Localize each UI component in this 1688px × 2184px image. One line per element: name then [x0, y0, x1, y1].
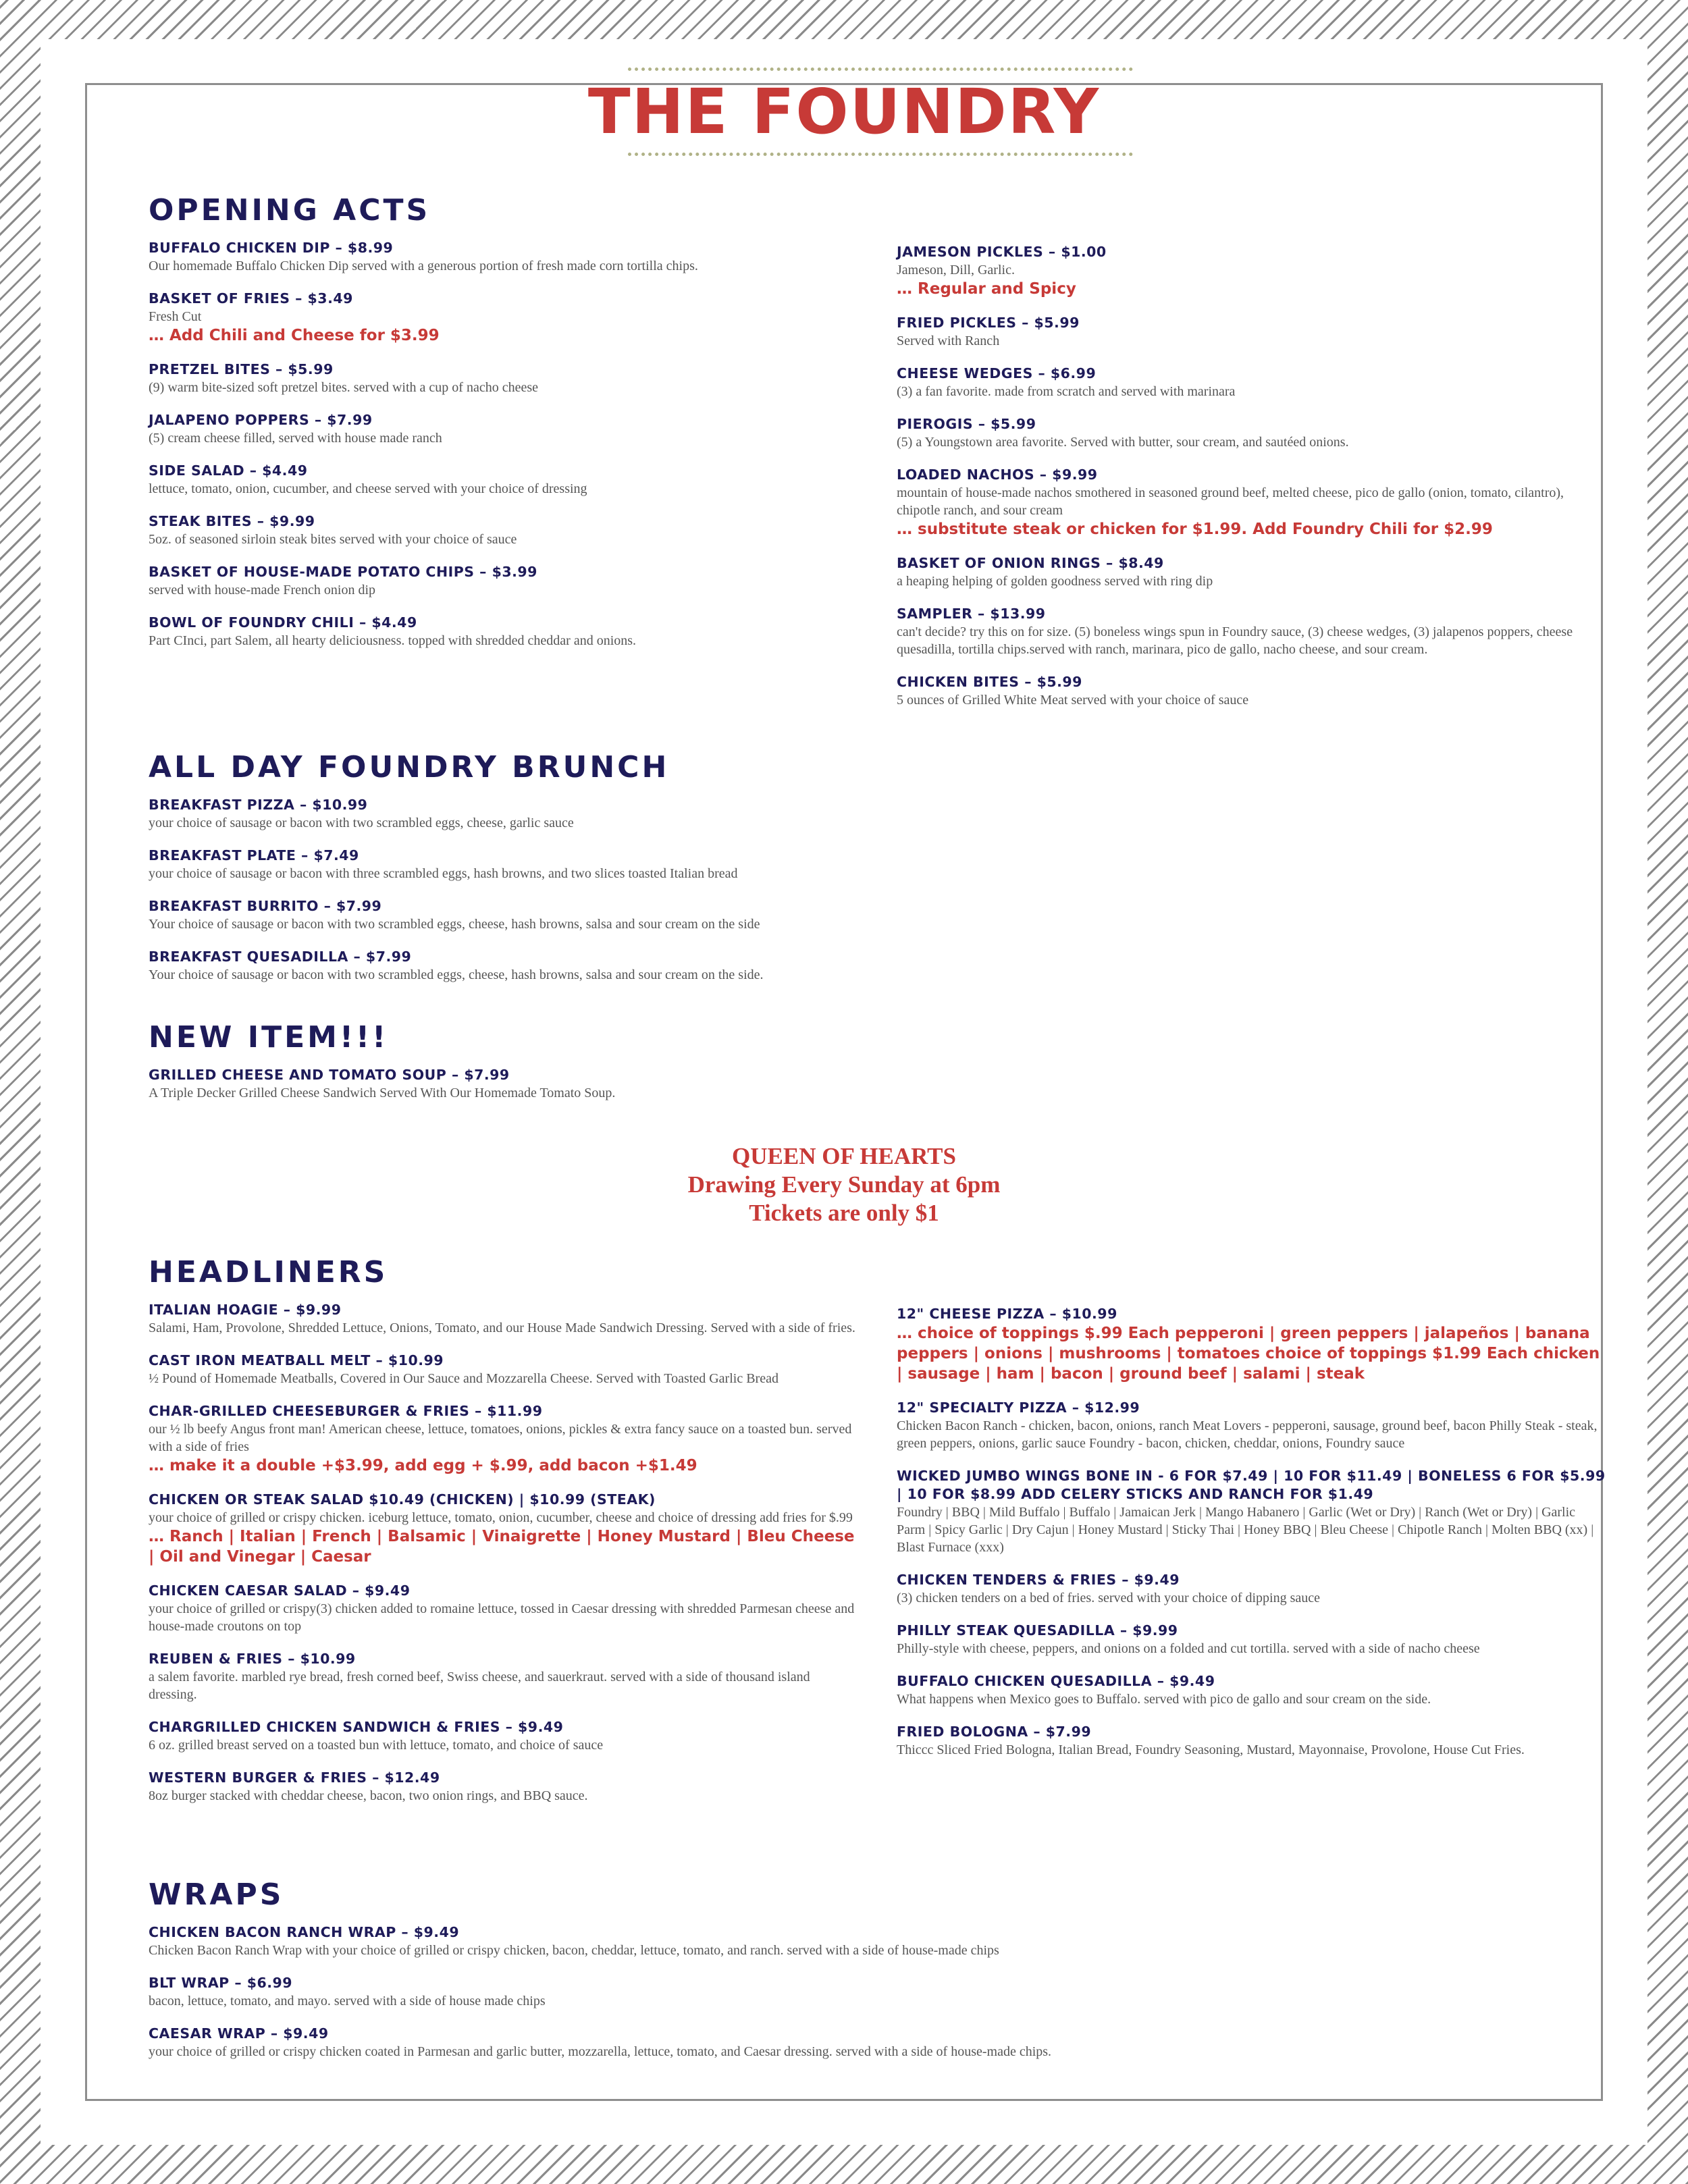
item-extra: … make it a double +$3.99, add egg + $.99, add bacon +$1.49 — [149, 1457, 697, 1475]
item-name: CAESAR WRAP – $9.49 — [149, 2025, 329, 2042]
item-name: GRILLED CHEESE AND TOMATO SOUP – $7.99 — [149, 1067, 510, 1084]
item-name: JALAPENO POPPERS – $7.99 — [149, 412, 373, 429]
item-name: BASKET OF HOUSE-MADE POTATO CHIPS – $3.99 — [149, 564, 537, 581]
wraps-section — [149, 1879, 1600, 2075]
item-name: BREAKFAST PLATE – $7.49 — [149, 847, 359, 864]
menu-item — [897, 673, 1606, 709]
item-name: BLT WRAP – $6.99 — [149, 1975, 293, 1992]
menu-item — [897, 605, 1606, 658]
menu-item — [897, 243, 1606, 299]
menu-item — [897, 1723, 1606, 1759]
item-extra: … substitute steak or chicken for $1.99. Add Foundry Chili for $2.99 — [897, 521, 1493, 538]
menu-item — [149, 1301, 858, 1337]
menu-item — [897, 1467, 1606, 1556]
item-name: PHILLY STEAK QUESADILLA – $9.99 — [897, 1622, 1178, 1639]
item-name: BREAKFAST PIZZA – $10.99 — [149, 797, 368, 814]
title-rule-bottom — [628, 153, 1133, 156]
item-desc: Served with Ranch — [897, 334, 1000, 348]
menu-item — [149, 847, 1600, 882]
menu-item — [149, 411, 824, 447]
section-title-brunch: ALL DAY FOUNDRY BRUNCH — [149, 750, 670, 784]
menu-item — [149, 1650, 858, 1703]
item-extra: … choice of toppings $.99 Each pepperoni | green peppers | jalapeños | banana peppers | onions | mushrooms | tomatoes choice of toppings $1.99 Each chicken | sausage | ham | bacon | ground beef | salami | steak — [897, 1325, 1600, 1383]
item-desc: A Triple Decker Grilled Cheese Sandwich Served With Our Homemade Tomato Soup. — [149, 1086, 616, 1101]
item-name: FRIED PICKLES – $5.99 — [897, 315, 1080, 331]
promo-line-3: Tickets are only $1 — [749, 1200, 939, 1226]
menu-item — [897, 1399, 1606, 1452]
item-desc: Jameson, Dill, Garlic. — [897, 263, 1015, 277]
item-name: BASKET OF ONION RINGS – $8.49 — [897, 555, 1164, 571]
item-name: CHICKEN TENDERS & FRIES – $9.49 — [897, 1572, 1180, 1588]
item-desc: Your choice of sausage or bacon with two scrambled eggs, cheese, hash browns, salsa and sour cream on the side. — [149, 967, 764, 983]
menu-item — [149, 614, 824, 649]
item-desc: Foundry | BBQ | Mild Buffalo | Buffalo | Jamaican Jerk | Mango Habanero | Garlic (Wet or Dry) | Ranch (Wet or Dry) | Garlic Parm | Spicy Garlic | Dry Cajun | Honey Mustard | Sticky Thai | Honey BBQ | Bleu Cheese | Chipotle Ranch | Molten BBQ (xx) | Blast Furnace (xxx) — [897, 1505, 1594, 1555]
menu-item — [149, 239, 824, 275]
item-name: CHEESE WEDGES – $6.99 — [897, 365, 1097, 381]
menu-item — [149, 1352, 858, 1387]
menu-item — [149, 948, 1600, 984]
item-desc: Our homemade Buffalo Chicken Dip served with a generous portion of fresh made corn tortilla chips. — [149, 259, 698, 274]
menu-item — [149, 796, 1600, 832]
menu-item — [897, 365, 1606, 400]
item-desc: served with house-made French onion dip — [149, 583, 376, 598]
item-name: BREAKFAST BURRITO – $7.99 — [149, 898, 382, 915]
menu-item — [897, 554, 1606, 590]
item-desc: Fresh Cut — [149, 309, 202, 325]
item-name: FRIED BOLOGNA – $7.99 — [897, 1724, 1092, 1740]
item-desc: Salami, Ham, Provolone, Shredded Lettuce, Onions, Tomato, and our House Made Sandwich Dressing. Served with a side of fries. — [149, 1321, 855, 1336]
menu-item — [149, 1718, 858, 1754]
item-desc: lettuce, tomato, onion, cucumber, and cheese served with your choice of dressing — [149, 481, 587, 497]
item-desc: (5) cream cheese filled, served with house made ranch — [149, 431, 442, 446]
item-name: CHICKEN BACON RANCH WRAP – $9.49 — [149, 1924, 460, 1941]
item-desc: Chicken Bacon Ranch Wrap with your choice of grilled or crispy chicken, bacon, cheddar, lettuce, tomato, and ranch. served with a side of house-made chips — [149, 1943, 999, 1959]
section-title-opening-acts: OPENING ACTS — [149, 193, 431, 228]
item-name: BUFFALO CHICKEN DIP – $8.99 — [149, 240, 394, 257]
title-rule-top — [628, 68, 1133, 71]
menu-item — [897, 1571, 1606, 1607]
item-name: BOWL OF FOUNDRY CHILI – $4.49 — [149, 614, 417, 631]
menu-item — [149, 1582, 858, 1635]
item-extra: … Regular and Spicy — [897, 280, 1076, 298]
item-name: CHARGRILLED CHICKEN SANDWICH & FRIES – $9.49 — [149, 1719, 564, 1736]
item-desc: your choice of grilled or crispy(3) chicken added to romaine lettuce, tossed in Caesar dressing with shredded Parmesan cheese and house-made croutons on top — [149, 1601, 855, 1634]
item-name: STEAK BITES – $9.99 — [149, 513, 315, 530]
item-desc: a heaping helping of golden goodness served with ring dip — [897, 574, 1213, 589]
item-name: PRETZEL BITES – $5.99 — [149, 361, 334, 378]
item-desc: your choice of sausage or bacon with three scrambled eggs, hash browns, and two slices toasted Italian bread — [149, 866, 738, 882]
item-name: WESTERN BURGER & FRIES – $12.49 — [149, 1769, 440, 1786]
item-desc: can't decide? try this on for size. (5) boneless wings spun in Foundry sauce, (3) cheese wedges, (3) jalapenos poppers, cheese quesadilla, tortilla chips.served with ranch, marinara, pico de gallo, nacho cheese, and sour cream. — [897, 624, 1573, 657]
menu-item — [149, 1066, 1600, 1102]
menu-item — [897, 1672, 1606, 1708]
menu-item — [149, 2025, 1600, 2060]
menu-item — [149, 1491, 858, 1567]
promo-line-2: Drawing Every Sunday at 6pm — [687, 1171, 1001, 1198]
promo-line-1: QUEEN OF HEARTS — [732, 1143, 956, 1169]
menu-item — [149, 1923, 1600, 1959]
item-extra: … Add Chili and Cheese for $3.99 — [149, 327, 440, 345]
item-name: BASKET OF FRIES – $3.49 — [149, 290, 353, 307]
opening-acts-left-column — [149, 194, 824, 664]
item-desc: 5 ounces of Grilled White Meat served with your choice of sauce — [897, 693, 1249, 708]
item-desc: (3) chicken tenders on a bed of fries. served with your choice of dipping sauce — [897, 1591, 1321, 1605]
section-title-headliners: HEADLINERS — [149, 1255, 388, 1289]
item-name: PIEROGIS – $5.99 — [897, 416, 1036, 432]
item-desc: What happens when Mexico goes to Buffalo. served with pico de gallo and sour cream on the side. — [897, 1692, 1431, 1707]
menu-item — [149, 361, 824, 396]
item-name: CHAR-GRILLED CHEESEBURGER & FRIES – $11.99 — [149, 1403, 543, 1420]
menu-item — [149, 1974, 1600, 2010]
item-desc: Philly-style with cheese, peppers, and onions on a folded and cut tortilla. served with a side of nacho cheese — [897, 1641, 1480, 1656]
item-desc: your choice of grilled or crispy chicken coated in Parmesan and garlic butter, mozzarella, lettuce, tomato, and Caesar dressing. served with a side of house-made chips. — [149, 2044, 1052, 2060]
item-desc: mountain of house-made nachos smothered in seasoned ground beef, melted cheese, pico de gallo (onion, tomato, cilantro), chipotle ranch, and sour cream — [897, 485, 1564, 518]
item-desc: (9) warm bite-sized soft pretzel bites. served with a cup of nacho cheese — [149, 380, 538, 396]
item-desc: your choice of sausage or bacon with two scrambled eggs, cheese, garlic sauce — [149, 816, 574, 831]
menu-item — [149, 563, 824, 599]
item-desc: Thiccc Sliced Fried Bologna, Italian Bread, Foundry Seasoning, Mustard, Mayonnaise, Provolone, House Cut Fries. — [897, 1742, 1525, 1757]
item-desc: Part CInci, part Salem, all hearty deliciousness. topped with shredded cheddar and onions. — [149, 633, 637, 649]
menu-item — [149, 462, 824, 498]
item-desc: Chicken Bacon Ranch - chicken, bacon, onions, ranch Meat Lovers - pepperoni, sausage, ground beef, bacon Philly Steak - steak, green peppers, onions, garlic sauce Foundry - bacon, chicken, cheddar, onions, Foundry sauce — [897, 1418, 1598, 1451]
item-name: SAMPLER – $13.99 — [897, 606, 1046, 622]
section-title-new-item: NEW ITEM!!! — [149, 1020, 389, 1055]
item-desc: your choice of grilled or crispy chicken. iceburg lettuce, tomato, onion, cucumber, cheese and choice of dressing add fries for $.99 — [149, 1510, 853, 1526]
menu-item — [897, 314, 1606, 350]
item-desc: a salem favorite. marbled rye bread, fresh corned beef, Swiss cheese, and sauerkraut. served with a side of thousand island dressing. — [149, 1670, 810, 1703]
brunch-section — [149, 751, 1600, 998]
item-name: CHICKEN CAESAR SALAD – $9.49 — [149, 1582, 411, 1599]
item-name: WICKED JUMBO WINGS BONE IN - 6 FOR $7.49 | 10 FOR $11.49 | BONELESS 6 FOR $5.99 | 10 FOR $8.99 ADD CELERY STICKS AND RANCH FOR $1.49 — [897, 1468, 1606, 1502]
item-name: CHICKEN BITES – $5.99 — [897, 674, 1082, 690]
item-name: ITALIAN HOAGIE – $9.99 — [149, 1302, 342, 1319]
section-title-wraps: WRAPS — [149, 1877, 284, 1912]
item-name: 12" CHEESE PIZZA – $10.99 — [897, 1306, 1117, 1322]
item-name: LOADED NACHOS – $9.99 — [897, 467, 1098, 483]
menu-item — [149, 512, 824, 548]
menu-item — [897, 1305, 1606, 1384]
menu-item — [897, 415, 1606, 451]
menu-item — [897, 466, 1606, 539]
item-name: CAST IRON MEATBALL MELT – $10.99 — [149, 1352, 444, 1369]
menu-item — [149, 897, 1600, 933]
item-extra: … Ranch | Italian | French | Balsamic | Vinaigrette | Honey Mustard | Bleu Cheese | Oil and Vinegar | Caesar — [149, 1528, 855, 1566]
item-name: BREAKFAST QUESADILLA – $7.99 — [149, 949, 412, 965]
item-desc: 8oz burger stacked with cheddar cheese, bacon, two onion rings, and BBQ sauce. — [149, 1788, 588, 1804]
item-name: JAMESON PICKLES – $1.00 — [897, 244, 1107, 260]
item-desc: ½ Pound of Homemade Meatballs, Covered in Our Sauce and Mozzarella Cheese. Served with Toasted Garlic Bread — [149, 1371, 779, 1387]
new-item-section — [149, 1021, 1600, 1117]
item-desc: (5) a Youngstown area favorite. Served with butter, sour cream, and sautéed onions. — [897, 435, 1349, 450]
item-name: 12" SPECIALTY PIZZA – $12.99 — [897, 1400, 1140, 1416]
item-desc: bacon, lettuce, tomato, and mayo. served with a side of house made chips — [149, 1994, 546, 2009]
menu-item — [149, 290, 824, 346]
opening-acts-right-column — [897, 243, 1606, 724]
queen-of-hearts-promo — [0, 1142, 1688, 1227]
item-desc: (3) a fan favorite. made from scratch and served with marinara — [897, 384, 1236, 399]
item-name: CHICKEN OR STEAK SALAD $10.49 (CHICKEN) | $10.99 (STEAK) — [149, 1491, 656, 1508]
menu-item — [897, 1622, 1606, 1657]
headliners-left-column — [149, 1256, 858, 1819]
restaurant-title: THE FOUNDRY — [587, 76, 1101, 148]
menu-item — [149, 1402, 858, 1476]
headliners-right-column — [897, 1305, 1606, 1774]
item-desc: 6 oz. grilled breast served on a toasted bun with lettuce, tomato, and choice of sauce — [149, 1738, 604, 1753]
item-name: SIDE SALAD – $4.49 — [149, 462, 308, 479]
item-name: BUFFALO CHICKEN QUESADILLA – $9.49 — [897, 1673, 1215, 1689]
item-desc: Your choice of sausage or bacon with two scrambled eggs, cheese, hash browns, salsa and sour cream on the side — [149, 917, 760, 932]
menu-item — [149, 1769, 858, 1805]
item-desc: our ½ lb beefy Angus front man! American cheese, lettuce, tomatoes, onions, pickles & extra fancy sauce on a toasted bun. served with a side of fries — [149, 1422, 852, 1455]
item-name: REUBEN & FRIES – $10.99 — [149, 1651, 356, 1668]
item-desc: 5oz. of seasoned sirloin steak bites served with your choice of sauce — [149, 532, 517, 548]
